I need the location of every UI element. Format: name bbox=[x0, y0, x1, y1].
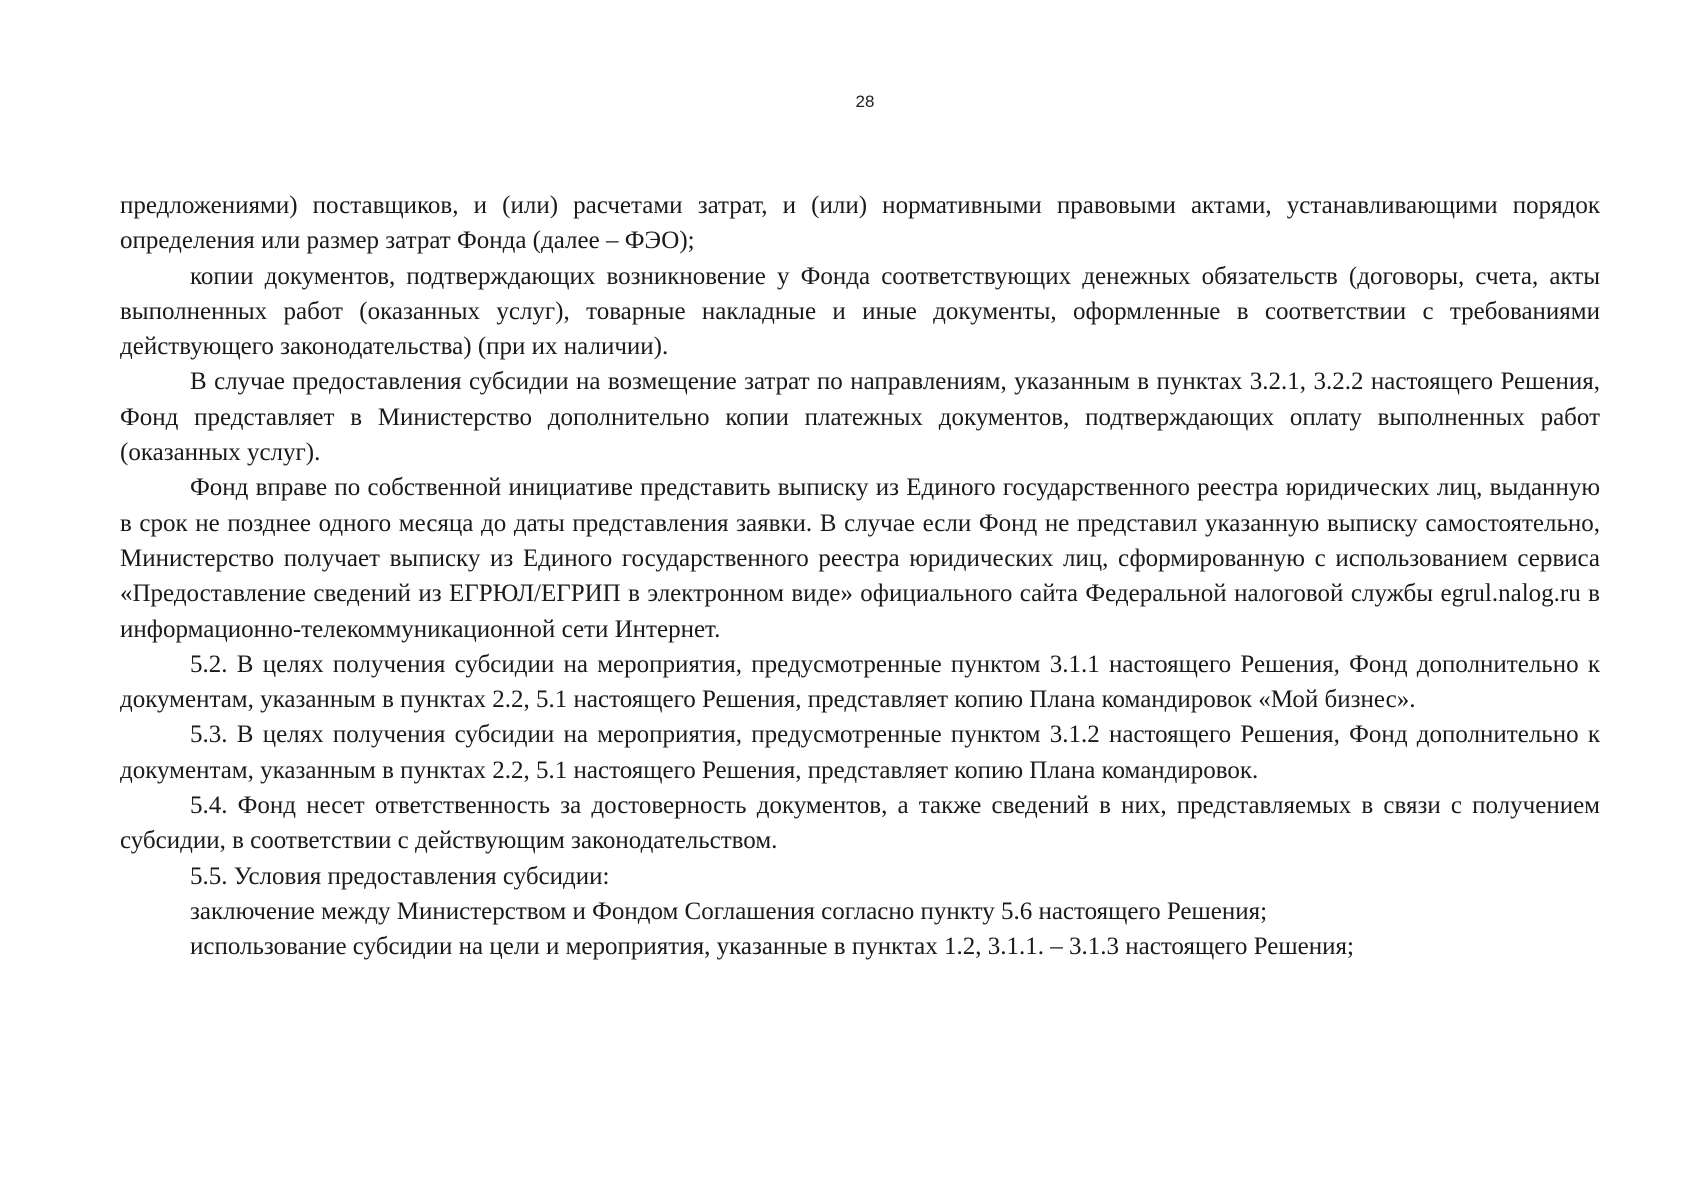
paragraph-5-5: 5.5. Условия предоставления субсидии: bbox=[190, 862, 610, 890]
paragraph-document-copies: копии документов, подтверждающих возникновение у Фонда соответствующих денежных обязательств (договоры, счета, акты выполненных работ (оказанных услуг), товарные накладные и иные документы, оформленные в соответствии с требованиями действующего законодательства) (при их наличии). bbox=[120, 262, 1600, 361]
paragraph-condition-agreement: заключение между Министерством и Фондом Соглашения согласно пункту 5.6 настоящего Решения; bbox=[190, 897, 1268, 925]
paragraph-5-2: 5.2. В целях получения субсидии на мероприятия, предусмотренные пунктом 3.1.1 настоящего Решения, Фонд дополнительно к документам, указанным в пунктах 2.2, 5.1 настоящего Решения, представляет копию Плана командировок «Мой бизнес». bbox=[120, 650, 1600, 714]
paragraph-condition-usage: использование субсидии на цели и мероприятия, указанные в пунктах 1.2, 3.1.1. – 3.1.3 настоящего Решения; bbox=[190, 933, 1354, 961]
paragraph-continuation: предложениями) поставщиков, и (или) расчетами затрат, и (или) нормативными правовыми актами, устанавливающими порядок определения или размер затрат Фонда (далее – ФЭО); bbox=[120, 192, 1600, 255]
paragraph-5-4: 5.4. Фонд несет ответственность за достоверность документов, а также сведений в них, представляемых в связи с получением субсидии, в соответствии с действующим законодательством. bbox=[120, 792, 1600, 855]
paragraph-reimbursement: В случае предоставления субсидии на возмещение затрат по направлениям, указанным в пунктах 3.2.1, 3.2.2 настоящего Решения, Фонд представляет в Министерство дополнительно копии платежных документов, подтверждающих оплату выполненных работ (оказанных услуг). bbox=[120, 368, 1600, 467]
page-number: 28 bbox=[855, 92, 875, 111]
document-body bbox=[120, 188, 1600, 965]
paragraph-5-3: 5.3. В целях получения субсидии на мероприятия, предусмотренные пунктом 3.1.2 настоящего Решения, Фонд дополнительно к документам, указанным в пунктах 2.2, 5.1 настоящего Решения, представляет копию Плана командировок. bbox=[120, 721, 1600, 784]
paragraph-egrul-extract: Фонд вправе по собственной инициативе представить выписку из Единого государственного реестра юридических лиц, выданную в срок не позднее одного месяца до даты представления заявки. В случае если Фонд не представил указанную выписку самостоятельно, Министерство получает выписку из Единого государственного реестра юридических лиц, сформированную с использованием сервиса «Предоставление сведений из ЕГРЮЛ/ЕГРИП в электронном виде» официального сайта Федеральной налоговой службы egrul.nalog.ru в информационно-телекоммуникационной сети Интернет. bbox=[120, 474, 1600, 643]
